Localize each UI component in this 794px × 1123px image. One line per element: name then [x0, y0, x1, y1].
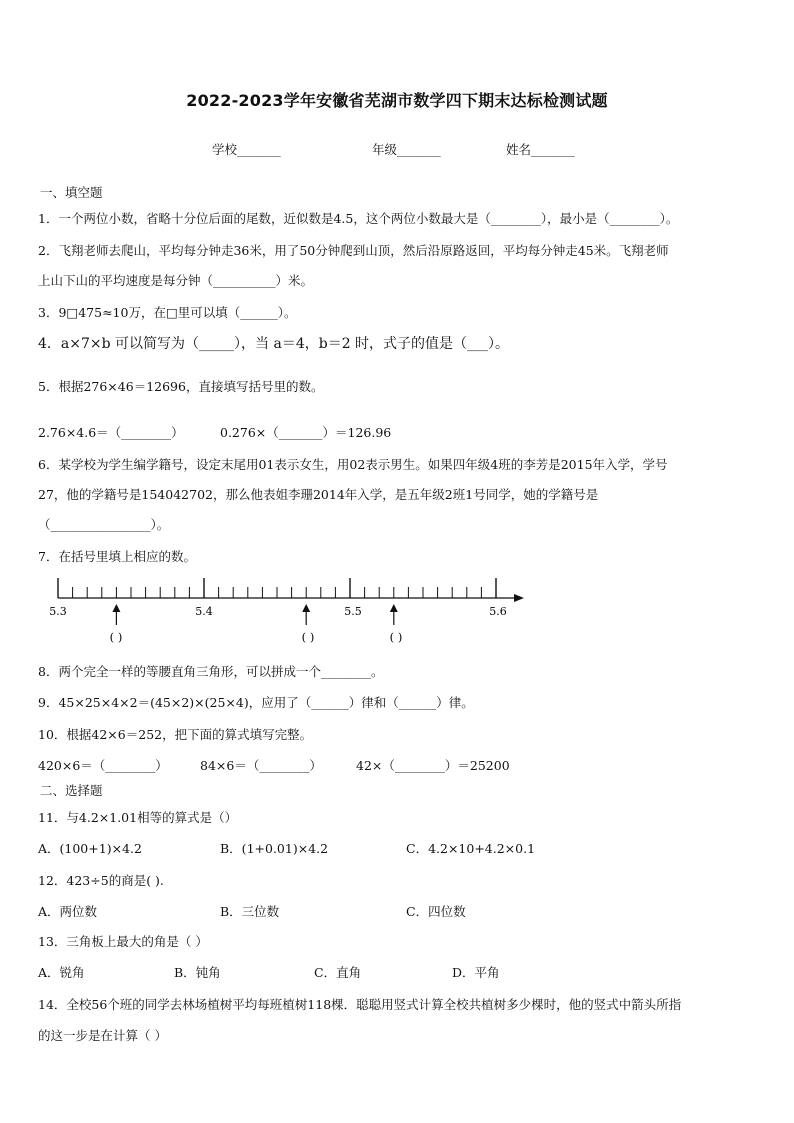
question-10-part-a: 420×6＝（________）	[38, 758, 168, 773]
number-line-label-5-6: 5.6	[489, 605, 507, 618]
question-5: 5．根据276×46＝12696，直接填写括号里的数。	[38, 379, 324, 394]
question-12-option-b: B．三位数	[220, 904, 280, 919]
number-line-arrowhead	[514, 594, 524, 602]
question-6-line-3: （________________）。	[38, 517, 170, 532]
question-13-option-d: D．平角	[452, 965, 500, 980]
question-11-option-b: B．(1+0.01)×4.2	[220, 841, 329, 856]
number-line-label-5-3: 5.3	[49, 605, 67, 618]
question-4: 4．a×7×b 可以简写为（_____），当 a＝4，b＝2 时，式子的值是（___）。	[38, 336, 510, 352]
question-10-part-c: 42×（________）＝25200	[356, 758, 510, 773]
question-13: 13．三角板上最大的角是（ ）	[38, 934, 208, 949]
question-13-option-c: C．直角	[314, 965, 362, 980]
name-field: 姓名_______	[506, 142, 575, 157]
question-14-line-2: 的这一步是在计算（ ）	[38, 1028, 167, 1043]
question-9: 9．45×25×4×2＝(45×2)×(25×4)，应用了（______）律和（______）律。	[38, 695, 474, 710]
question-8: 8．两个完全一样的等腰直角三角形，可以拼成一个________。	[38, 664, 384, 679]
question-13-option-a: A．锐角	[38, 965, 85, 980]
number-line-label-5-5: 5.5	[344, 605, 362, 618]
question-6-line-2: 27，他的学籍号是154042702，那么他表姐李珊2014年入学，是五年级2班1号同学，她的学籍号是	[38, 487, 599, 502]
number-line-label-5-4: 5.4	[195, 605, 213, 618]
question-14-line-1: 14．全校56个班的同学去林场植树平均每班植树118棵．聪聪用竖式计算全校共植树多少棵时，他的竖式中箭头所指	[38, 997, 682, 1012]
question-2-line-2: 上山下山的平均速度是每分钟（__________）米。	[38, 273, 314, 288]
question-11-option-a: A．(100+1)×4.2	[38, 841, 142, 856]
number-line-up-arrow	[390, 604, 398, 625]
question-7: 7．在括号里填上相应的数。	[38, 549, 196, 564]
page-title: 2022-2023学年安徽省芜湖市数学四下期末达标检测试题	[186, 91, 608, 110]
number-line-answer-bracket-3: ( )	[389, 630, 403, 644]
number-line-up-arrow	[112, 604, 120, 625]
question-12-option-c: C．四位数	[406, 904, 466, 919]
number-line-up-arrow	[302, 604, 310, 625]
question-5-part-b: 0.276×（_______）＝126.96	[220, 425, 392, 440]
number-line-answer-bracket-1: ( )	[109, 630, 123, 644]
question-12-option-a: A．两位数	[38, 904, 98, 919]
number-line-figure	[38, 568, 538, 650]
question-5-part-a: 2.76×4.6＝（________）	[38, 425, 184, 440]
question-10: 10．根据42×6＝252，把下面的算式填写完整。	[38, 727, 313, 742]
question-3: 3．9□475≈10万，在□里可以填（______）。	[38, 305, 297, 320]
number-line-answer-bracket-2: ( )	[301, 630, 315, 644]
question-11-option-c: C．4.2×10+4.2×0.1	[406, 841, 536, 856]
school-field: 学校_______	[212, 142, 281, 157]
section-heading-multiple-choice: 二、选择题	[40, 783, 103, 798]
question-1: 1．一个两位小数，省略十分位后面的尾数，近似数是4.5，这个两位小数最大是（________），最小是（________）。	[38, 211, 679, 226]
section-heading-fill-blank: 一、填空题	[40, 185, 103, 200]
question-6-line-1: 6．某学校为学生编学籍号，设定末尾用01表示女生，用02表示男生。如果四年级4班的李芳是2015年入学，学号	[38, 457, 668, 472]
grade-field: 年级_______	[372, 142, 441, 157]
question-12: 12．423÷5的商是( ).	[38, 873, 164, 888]
question-2-line-1: 2．飞翔老师去爬山，平均每分钟走36米，用了50分钟爬到山顶，然后沿原路返回，平均每分钟走45米。飞翔老师	[38, 243, 669, 258]
question-11: 11．与4.2×1.01相等的算式是（）	[38, 810, 238, 825]
question-13-option-b: B．钝角	[174, 965, 221, 980]
question-10-part-b: 84×6＝（________）	[200, 758, 322, 773]
